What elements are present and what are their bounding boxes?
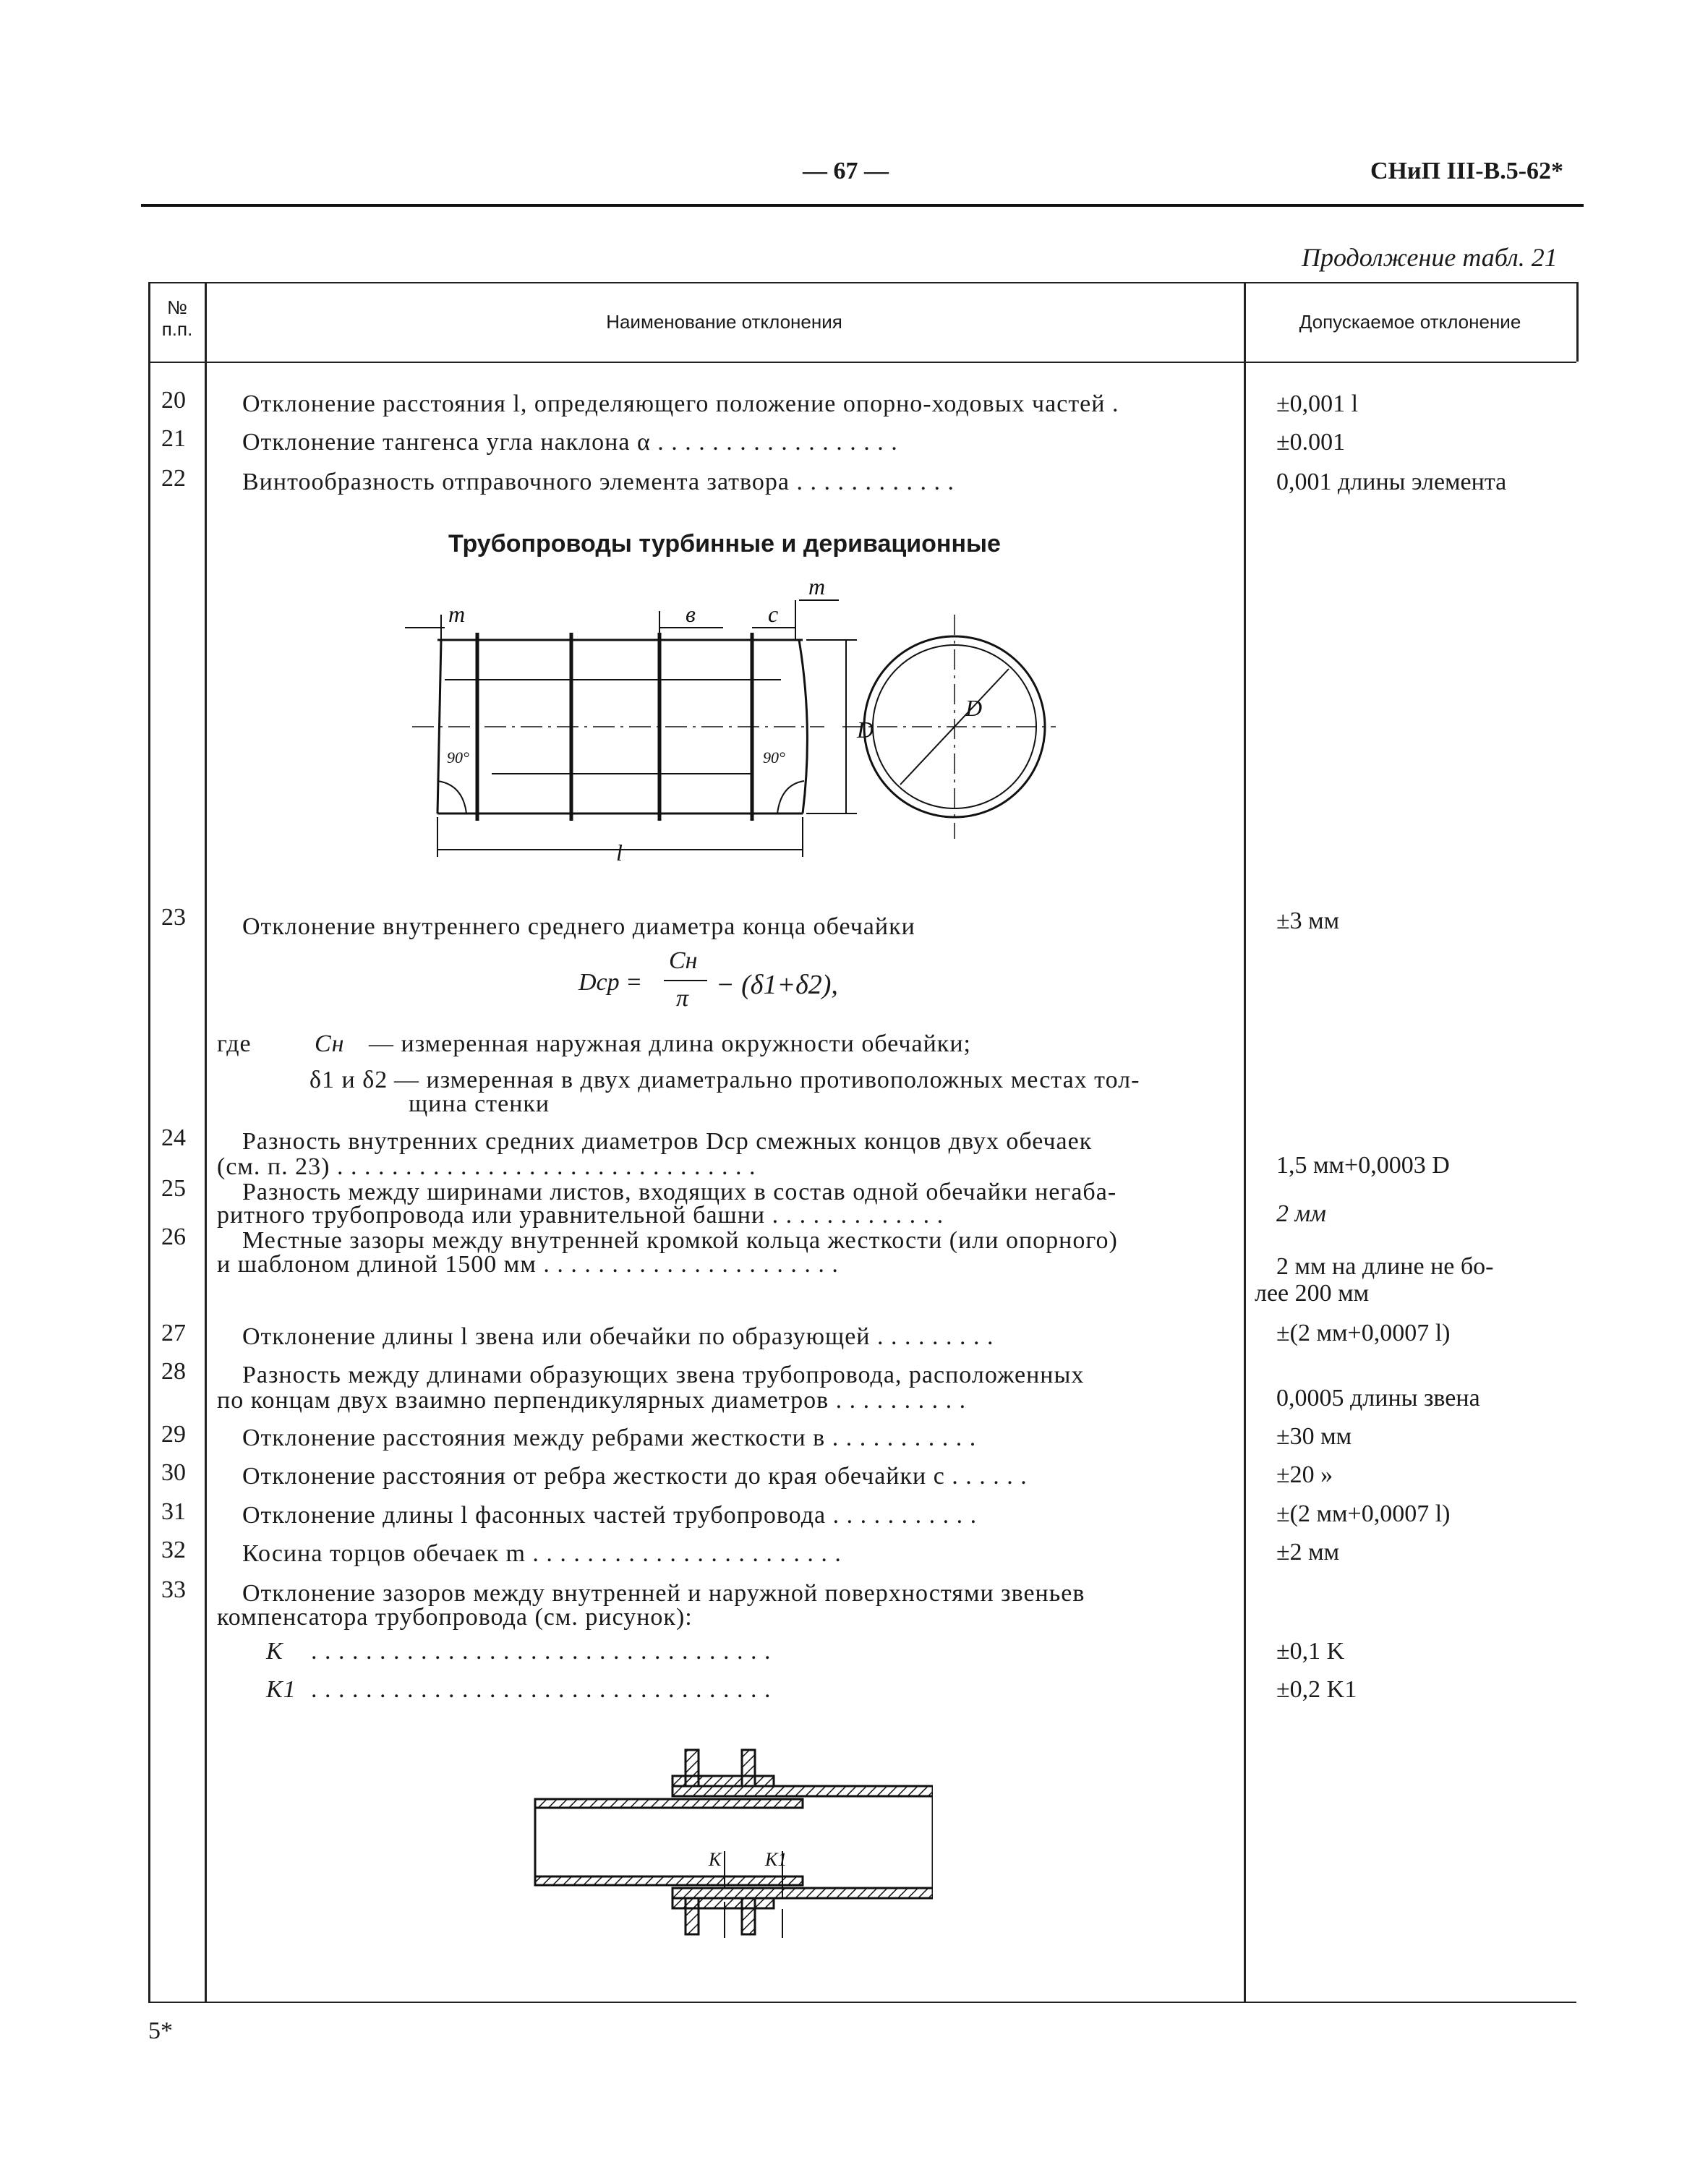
- formula-numerator: Cн: [669, 947, 698, 974]
- row-value: 0,001 длины элемента: [1276, 469, 1507, 495]
- row-text-cont: ритного трубопровода или уравнительной башни . . . . . . . . . . . . .: [217, 1202, 944, 1229]
- section-title: Трубопроводы турбинные и деривационные: [448, 530, 1001, 558]
- table-header-rule: [148, 362, 1576, 363]
- footer-mark: 5*: [148, 2017, 173, 2044]
- row-value: 1,5 мм+0,0003 D: [1276, 1152, 1450, 1179]
- label-angle-right: 90°: [763, 748, 785, 766]
- label-l: l: [616, 840, 623, 866]
- row-text-cont: компенсатора трубопровода (см. рисунок):: [217, 1604, 693, 1631]
- formula-rest: − (δ1+δ2),: [716, 970, 838, 1000]
- formula-bar: [664, 980, 707, 981]
- row-number: 33: [161, 1576, 186, 1603]
- row-text: Разность между длинами образующих звена трубопровода, расположенных: [242, 1362, 1085, 1388]
- formula-lhs: Dср =: [578, 969, 643, 996]
- row-number: 30: [161, 1459, 186, 1486]
- row-number: 28: [161, 1358, 186, 1385]
- compensator-diagram: [528, 1735, 933, 1945]
- pipe-shell-diagram: [390, 571, 1056, 875]
- row-value: 2 мм: [1276, 1200, 1326, 1227]
- row-number: 23: [161, 904, 186, 931]
- row-text: Отклонение расстояния от ребра жесткости до края обечайки с . . . . . .: [242, 1463, 1028, 1490]
- row-number: 32: [161, 1537, 186, 1563]
- label-angle-left: 90°: [447, 748, 469, 766]
- row-number: 31: [161, 1498, 186, 1525]
- row-text: Косина торцов обечаек m . . . . . . . . . . . . . . . . . . . . . . .: [242, 1540, 842, 1567]
- row-text-cont: по концам двух взаимно перпендикулярных диаметров . . . . . . . . . .: [217, 1387, 967, 1414]
- label-D-side: D: [857, 717, 874, 743]
- col-header-name: Наименование отклонения: [606, 311, 842, 333]
- row-number: 24: [161, 1124, 186, 1151]
- row-value: 2 мм на длине не бо-: [1276, 1253, 1494, 1280]
- row-value: ±20 »: [1276, 1461, 1333, 1488]
- header-rule: [141, 204, 1584, 207]
- row-text: Отклонение расстояния l, определяющего положение опорно-ходовых частей .: [242, 390, 1119, 417]
- row-text: Отклонение длины l фасонных частей трубопровода . . . . . . . . . . .: [242, 1502, 978, 1529]
- label-c: с: [768, 601, 779, 627]
- row-text: Разность внутренних средних диаметров Dср смежных концов двух обечаек: [242, 1128, 1093, 1155]
- row-number: 25: [161, 1175, 186, 1202]
- row-text: Отклонение зазоров между внутренней и наружной поверхностями звеньев: [242, 1580, 1085, 1607]
- row-value: ±0,001 l: [1276, 390, 1359, 417]
- table-right-border: [1576, 282, 1579, 362]
- subrow-symbol: K: [266, 1638, 283, 1665]
- row-text: Отклонение тангенса угла наклона α . . . . . . . . . . . . . . . . . .: [242, 429, 898, 456]
- col-header-number: № п.п.: [161, 296, 193, 340]
- cn-symbol: Cн: [315, 1030, 345, 1057]
- row-value: ±(2 мм+0,0007 l): [1276, 1320, 1451, 1346]
- subrow-symbol: K1: [266, 1676, 296, 1703]
- table-top-border: [148, 282, 1576, 283]
- row-text: Винтообразность отправочного элемента затвора . . . . . . . . . . . .: [242, 469, 955, 495]
- subrow-dots: . . . . . . . . . . . . . . . . . . . . . . . . . . . . . . . . . .: [311, 1676, 772, 1703]
- row-value: ±2 мм: [1276, 1539, 1340, 1566]
- delta-description: — измеренная в двух диаметрально противоположных местах тол-: [394, 1067, 1140, 1093]
- row-number: 26: [161, 1223, 186, 1250]
- row-text: Отклонение внутреннего среднего диаметра конца обечайки: [242, 913, 915, 940]
- row-value: ±30 мм: [1276, 1423, 1352, 1450]
- row-number: 20: [161, 387, 186, 414]
- row-text-cont: и шаблоном длиной 1500 мм . . . . . . . . . . . . . . . . . . . . . .: [217, 1251, 839, 1278]
- table-bottom-border: [148, 2002, 1576, 2003]
- row-number: 27: [161, 1320, 186, 1346]
- row-number: 29: [161, 1421, 186, 1448]
- row-value: ±(2 мм+0,0007 l): [1276, 1500, 1451, 1527]
- document-code: СНиП III-В.5-62*: [1370, 158, 1564, 184]
- row-text: Отклонение длины l звена или обечайки по образующей . . . . . . . . .: [242, 1323, 994, 1350]
- row-number: 21: [161, 425, 186, 452]
- row-text: Отклонение расстояния между ребрами жесткости в . . . . . . . . . . .: [242, 1425, 977, 1451]
- label-m-right: m: [808, 573, 826, 599]
- continuation-caption: Продолжение табл. 21: [1302, 243, 1558, 272]
- label-D-circle: D: [965, 695, 983, 721]
- row-value: ±3 мм: [1276, 908, 1340, 934]
- row-value-cont: лее 200 мм: [1255, 1280, 1370, 1307]
- label-m-left: m: [448, 601, 466, 627]
- row-text: Местные зазоры между внутренней кромкой кольца жесткости (или опорного): [242, 1227, 1118, 1254]
- cn-description: — измеренная наружная длина окружности обечайки;: [369, 1030, 971, 1057]
- col-header-allowed: Допускаемое отклонение: [1299, 311, 1521, 333]
- row-number: 22: [161, 465, 186, 492]
- page-number: — 67 —: [803, 158, 889, 184]
- label-v: в: [686, 601, 696, 627]
- row-text: Разность между ширинами листов, входящих в состав одной обечайки негаба-: [242, 1179, 1117, 1205]
- subrow-dots: . . . . . . . . . . . . . . . . . . . . . . . . . . . . . . . . . .: [311, 1638, 772, 1665]
- formula-denominator: π: [676, 985, 689, 1012]
- label-k: K: [709, 1849, 722, 1870]
- label-k1: K1: [765, 1849, 787, 1870]
- where-label: где: [217, 1030, 252, 1057]
- row-value: 0,0005 длины звена: [1276, 1385, 1480, 1412]
- row-value: ±0,2 K1: [1276, 1676, 1357, 1703]
- row-value: ±0.001: [1276, 429, 1346, 456]
- row-value: ±0,1 K: [1276, 1638, 1345, 1665]
- delta-symbol: δ1 и δ2: [309, 1067, 388, 1093]
- table-col-divider-1: [205, 282, 207, 2003]
- table-col-divider-2: [1244, 282, 1246, 2003]
- row-text-cont: (см. п. 23) . . . . . . . . . . . . . . . . . . . . . . . . . . . . . . .: [217, 1153, 756, 1180]
- delta-description-cont: щина стенки: [409, 1090, 550, 1117]
